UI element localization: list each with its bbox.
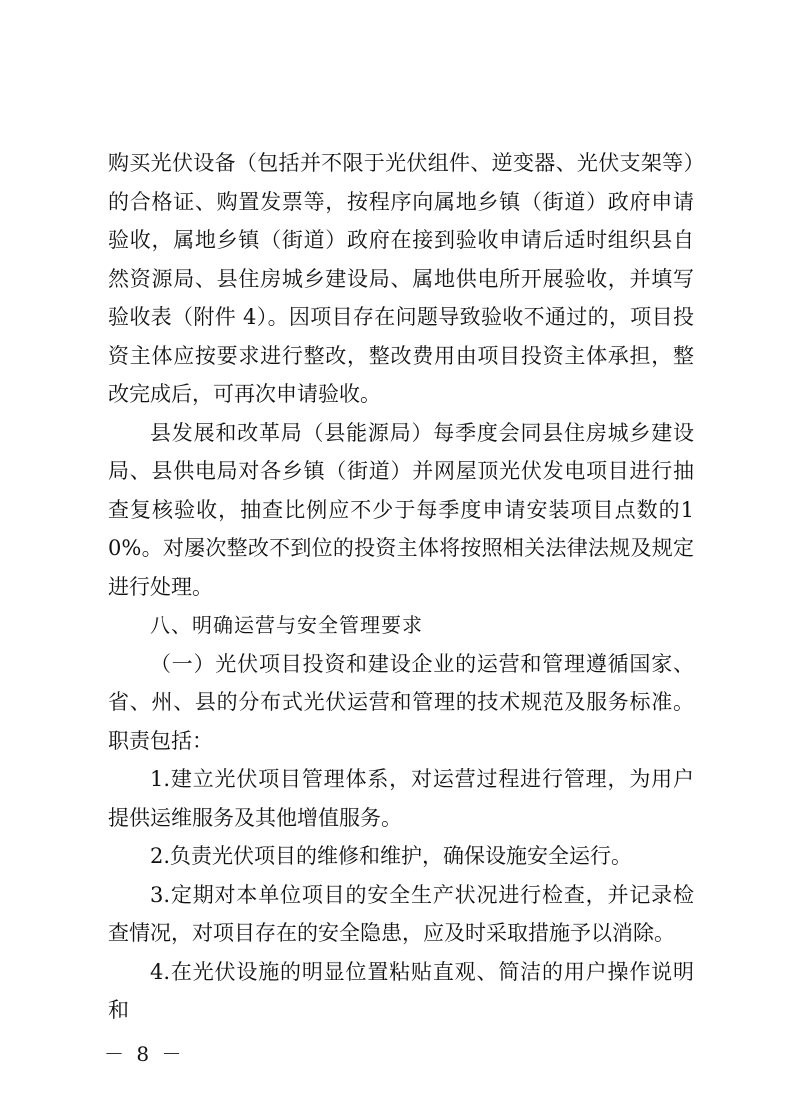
list-item-management-system: 1.建立光伏项目管理体系，对运营过程进行管理，为用户提供运维服务及其他增值服务。 — [108, 767, 694, 830]
paragraph-operation-standards: （一）光伏项目投资和建设企业的运营和管理遵循国家、省、州、县的分布式光伏运营和管理的技术规范及服务标准。职责包括： — [108, 651, 694, 753]
list-item-user-instructions: 4.在光伏设施的明显位置粘贴直观、简洁的用户操作说明和 — [108, 959, 694, 1022]
document-body — [108, 144, 694, 1030]
paragraph-acceptance-procedure: 购买光伏设备（包括并不限于光伏组件、逆变器、光伏支架等）的合格证、购置发票等，按程序向属地乡镇（街道）政府申请验收，属地乡镇（街道）政府在接到验收申请后适时组织县自然资源局、县住房城乡建设局、属地供电所开展验收，并填写验收表（附件 4）。因项目存在问题导致验收不通过的，项目投资主体应按要求进行整改，整改费用由项目投资主体承担，整改完成后，可再次申请验收。 — [108, 151, 694, 406]
list-item-safety-inspection: 3.定期对本单位项目的安全生产状况进行检查，并记录检查情况，对项目存在的安全隐患，应及时采取措施予以消除。 — [108, 882, 694, 945]
page-number: － 8 － — [104, 1042, 185, 1066]
paragraph-spot-check: 县发展和改革局（县能源局）每季度会同县住房城乡建设局、县供电局对各乡镇（街道）并网屋顶光伏发电项目进行抽查复核验收，抽查比例应不少于每季度申请安装项目点数的10%。对屡次整改不到位的投资主体将按照相关法律法规及规定进行处理。 — [108, 420, 694, 599]
list-item-maintenance: 2.负责光伏项目的维修和维护，确保设施安全运行。 — [150, 844, 633, 868]
section-heading-operation-safety: 八、明确运营与安全管理要求 — [150, 613, 423, 637]
